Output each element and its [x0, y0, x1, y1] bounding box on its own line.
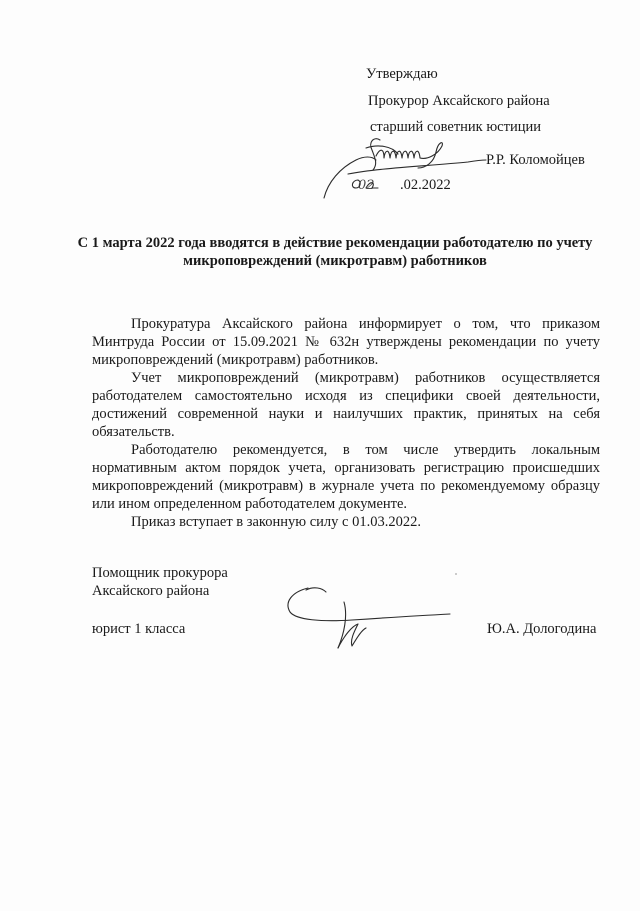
scan-speck [455, 573, 457, 575]
document-body [92, 315, 600, 531]
signer-position-line2: Аксайского района [92, 583, 210, 599]
signer-name: Ю.А. Дологодина [487, 621, 597, 637]
approver-signature [318, 128, 490, 200]
approval-date: .02.2022 [400, 177, 451, 193]
paragraph: Работодателю рекомендуется, в том числе утвердить локальным нормативным актом порядок учета, организовать регистрацию происшедших микроповреждений (микротравм) в журнале учета по рекомендуемому образцу или ином определенном работодателем документе. [92, 442, 600, 512]
approve-word: Утверждаю [366, 66, 438, 82]
paragraph: Приказ вступает в законную силу с 01.03.2022. [131, 514, 421, 530]
approver-position: Прокурор Аксайского района [368, 93, 550, 109]
signer-position [92, 564, 228, 600]
signer-signature [282, 580, 458, 654]
signer-rank: юрист 1 класса [92, 621, 186, 637]
signer-position-line1: Помощник прокурора [92, 565, 228, 581]
paragraph: Прокуратура Аксайского района информирует о том, что приказом Минтруда России от 15.09.2021 № 632н утверждены рекомендации по учету микроповреждений (микротравм) работников. [92, 316, 600, 368]
approver-name: Р.Р. Коломойцев [486, 152, 585, 168]
document-title: С 1 марта 2022 года вводятся в действие рекомендации работодателю по учету микроповреждений (микротравм) работников [77, 235, 593, 269]
handwritten-day: 02 [358, 178, 375, 193]
approver-rank: старший советник юстиции [370, 119, 541, 135]
paragraph: Учет микроповреждений (микротравм) работников осуществляется работодателем самостоятельно исходя из специфики своей деятельности, достижений современной науки и наилучших практик, принятых на себя обязательств. [92, 370, 600, 440]
